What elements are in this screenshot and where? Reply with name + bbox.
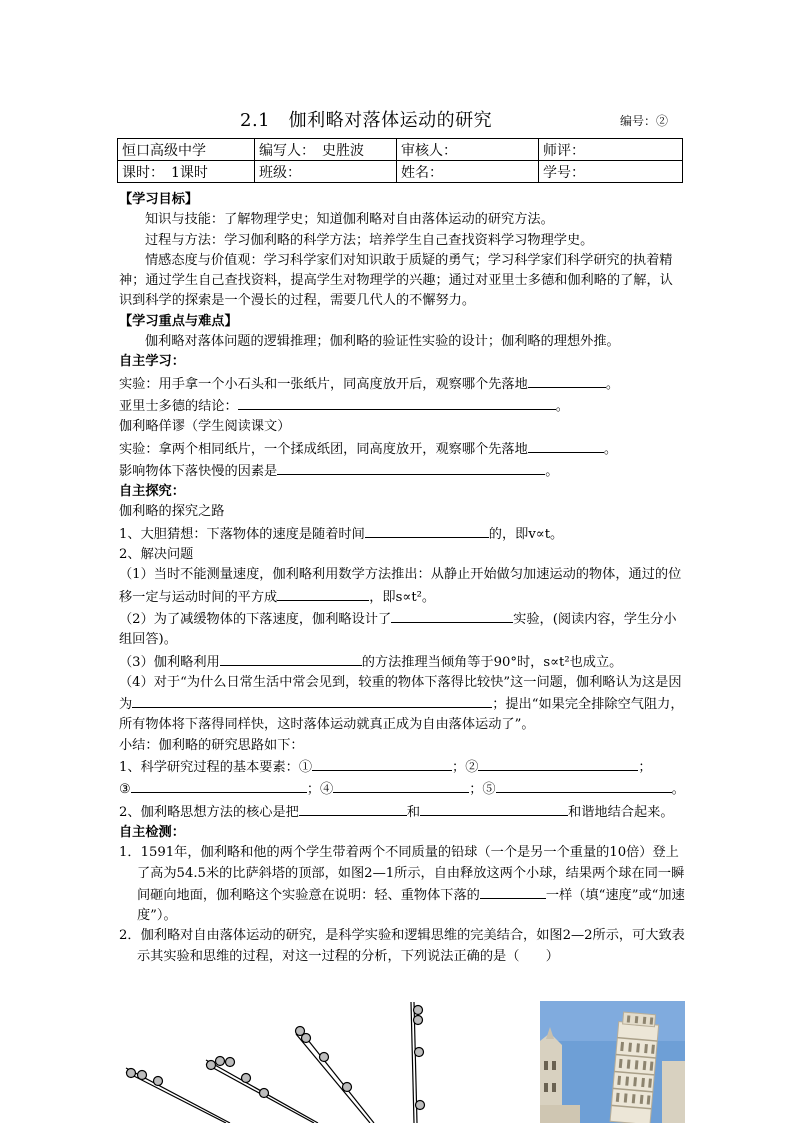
name-cell: 姓名： <box>397 161 539 183</box>
answer-blank[interactable] <box>132 693 492 708</box>
answer-blank[interactable] <box>277 586 369 601</box>
incline-2 <box>206 1057 318 1123</box>
incline-1 <box>126 1068 230 1123</box>
goals-heading: 【学习目标】 <box>119 192 199 207</box>
answer-blank[interactable] <box>391 608 513 623</box>
answer-blank[interactable] <box>312 756 452 771</box>
doc-code: 编号：② <box>620 114 669 128</box>
answer-blank[interactable] <box>277 460 545 475</box>
page-title: 2.1 伽利略对落体运动的研究 <box>240 110 493 131</box>
answer-blank[interactable] <box>528 373 606 388</box>
self-study-paradox: 伽利略佯谬（学生阅读课文） <box>119 419 291 435</box>
explore-p2: （2）为了减缓物体的下落速度，伽利略设计了 实验，(阅读内容，学生分小组回答)。 <box>119 608 685 651</box>
answer-blank[interactable] <box>131 778 307 793</box>
check-q2: 2．伽利略对自由落体运动的研究，是科学实验和逻辑思维的完美结合，如图2—2所示，可大致表示其实验和思维的过程，对这一过程的分析，下列说法正确的是（ ） <box>119 928 685 964</box>
explore-p3: （3）伽利略利用 的方法推理当倾角等于90°时，s∝t²也成立。 <box>119 651 685 673</box>
check-q1: 1．1591年，伽利略和他的两个学生带着两个不同质量的铅球（一个是另一个重量的10倍）登上了高为54.5米的比萨斜塔的顶部，如图2—1所示，自由释放这两个小球，结果两个球在同一瞬间砸向地面，伽利略这个实验意在说明：轻、重物体下落的 一样（填“速度”或“加速度”）。 <box>119 845 685 924</box>
explore-p1: （1）当时不能测量速度，伽利略利用数学方法推出：从静止开始做匀加速运动的物体，通过的位移一定与运动时间的平方成 ，即s∝t²。 <box>119 567 682 605</box>
self-study-factor: 影响物体下落快慢的因素是 。 <box>119 460 685 482</box>
school-cell: 恒口高级中学 <box>118 139 255 161</box>
summary-s1: 1、科学研究过程的基本要素：① ；② ； <box>119 756 685 778</box>
teacher-comment-cell: 师评： <box>539 139 683 161</box>
answer-blank[interactable] <box>478 756 638 771</box>
answer-blank[interactable] <box>496 778 672 793</box>
self-study-heading: 自主学习： <box>119 354 185 370</box>
self-study-exp1: 实验：用手拿一个小石头和一张纸片，同高度放开后，观察哪个先落地 。 <box>119 373 685 395</box>
answer-blank[interactable] <box>365 523 489 538</box>
goal-knowledge: 知识与技能：了解物理学史；知道伽利略对自由落体运动的研究方法。 <box>145 212 554 228</box>
info-row <box>118 161 683 183</box>
self-study-aristotle: 亚里士多德的结论： 。 <box>119 395 685 417</box>
info-row <box>118 139 683 161</box>
incline-4-vertical <box>411 1002 425 1123</box>
summary-heading: 小结：伽利略的研究思路如下： <box>119 737 304 753</box>
author-cell: 编写人： 史胜波 <box>255 139 397 161</box>
focus-text: 伽利略对落体问题的逻辑推理；伽利略的验证性实验的设计；伽利略的理想外推。 <box>145 334 620 350</box>
summary-s2: 2、伽利略思想方法的核心是把 和 和谐地结合起来。 <box>119 801 685 823</box>
explore-p4: （4）对于“为什么日常生活中常会见到，较重的物体下落得比较快”这一问题，伽利略认为这是因为 ；提出“如果完全排除空气阻力，所有物体将下落得同样快，这时落体运动就真正成为自由落体运动了”。 <box>119 674 684 733</box>
answer-blank[interactable] <box>333 778 469 793</box>
explore-path: 伽利略的探究之路 <box>119 504 225 520</box>
goal-process: 过程与方法：学习伽利略的科学方法；培养学生自己查找资料学习物理学史。 <box>145 232 594 248</box>
explore-q2: 2、解决问题 <box>119 547 194 563</box>
answer-blank[interactable] <box>420 801 568 816</box>
answer-blank[interactable] <box>238 395 556 410</box>
student-id-cell: 学号： <box>539 161 683 183</box>
explore-heading: 自主探究： <box>119 484 185 500</box>
answer-blank[interactable] <box>220 651 362 666</box>
check-heading: 自主检测： <box>119 824 185 840</box>
focus-heading: 【学习重点与难点】 <box>119 313 238 329</box>
summary-s1b: ③ ；④ ；⑤ 。 <box>119 778 685 800</box>
answer-blank[interactable] <box>528 438 604 453</box>
leaning-tower-photo <box>540 1001 685 1123</box>
worksheet-body <box>119 190 685 967</box>
self-study-exp2: 实验：拿两个相同纸片，一个揉成纸团，同高度放开，观察哪个先落地 。 <box>119 438 685 460</box>
period-cell: 课时： 1课时 <box>118 161 255 183</box>
answer-blank[interactable] <box>480 884 546 899</box>
answer-blank[interactable] <box>299 801 407 816</box>
explore-q1: 1、大胆猜想：下落物体的速度是随着时间 的，即v∝t。 <box>119 523 685 545</box>
info-table <box>117 138 683 183</box>
reviewer-cell: 审核人： <box>397 139 539 161</box>
goal-attitude: 情感态度与价值观：学习科学家们对知识敢于质疑的勇气；学习科学家们科学研究的执着精神；通过学生自己查找资料，提高学生对物理学的兴趣；通过对亚里士多德和伽利略的了解，认识到科学的探索是一个漫长的过程，需要几代人的不懈努力。 <box>119 252 673 309</box>
incline-3 <box>296 1027 375 1123</box>
class-cell: 班级： <box>255 161 397 183</box>
title-row <box>0 106 794 130</box>
